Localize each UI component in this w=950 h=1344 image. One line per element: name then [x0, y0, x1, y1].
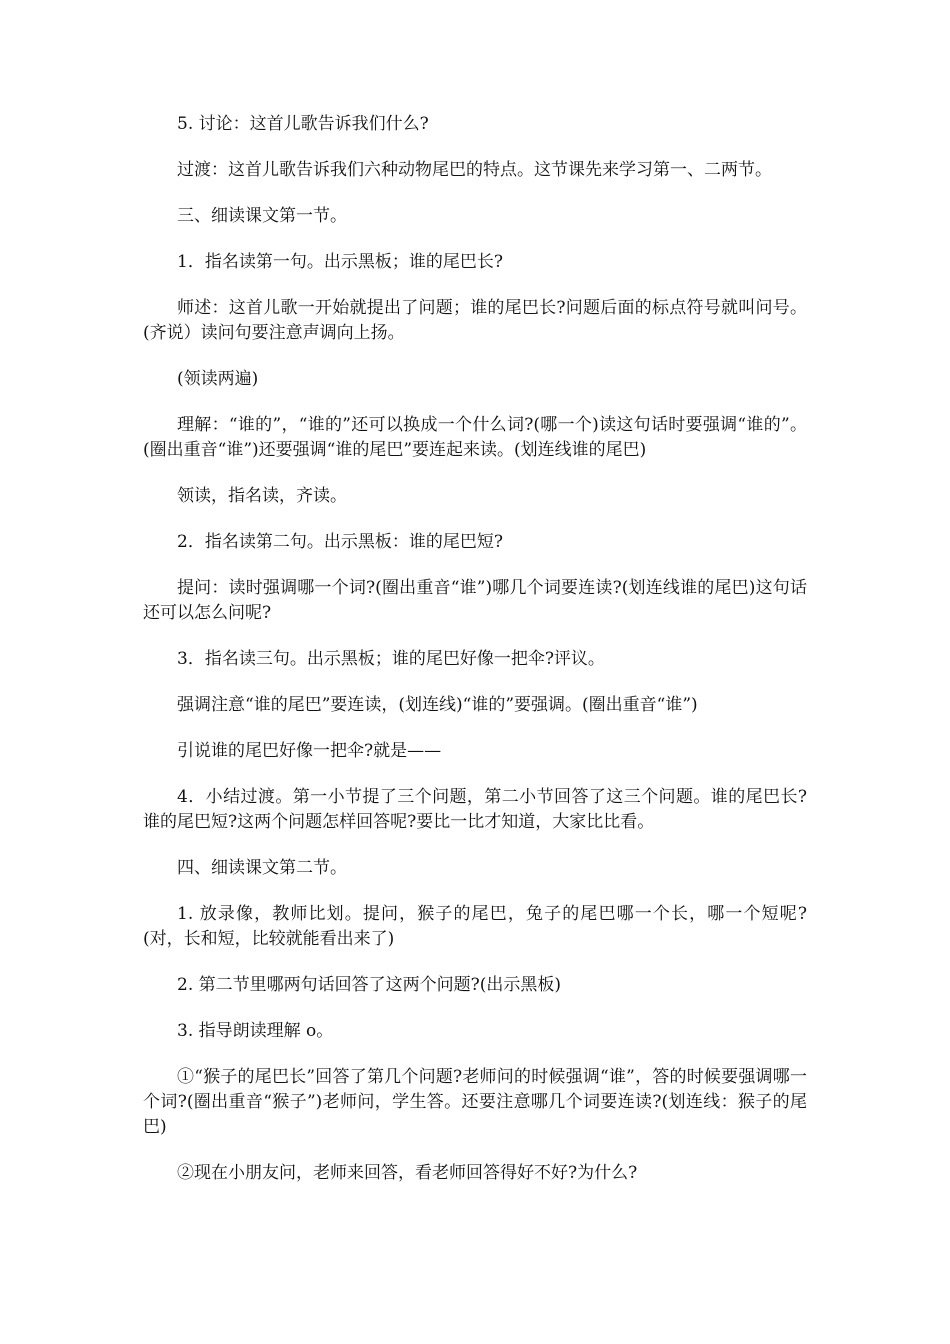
paragraph: ②现在小朋友问，老师来回答，看老师回答得好不好?为什么? — [177, 1163, 638, 1183]
paragraph: (领读两遍) — [177, 369, 259, 389]
paragraph: 师述：这首儿歌一开始就提出了问题；谁的尾巴长?问题后面的标点符号就叫问号。(齐说）读问句要注意声调向上扬。 — [143, 298, 807, 343]
section-heading: 四、细读课文第二节。 — [177, 858, 347, 878]
paragraph: 1．指名读第一句。出示黑板；谁的尾巴长? — [177, 252, 503, 272]
paragraph: 领读，指名读，齐读。 — [177, 486, 347, 506]
paragraph: 强调注意“谁的尾巴”要连读，(划连线)“谁的”要强调。(圈出重音“谁”) — [177, 695, 698, 715]
paragraph: 3．指名读三句。出示黑板；谁的尾巴好像一把伞?评议。 — [177, 649, 605, 669]
paragraph: 过渡：这首儿歌告诉我们六种动物尾巴的特点。这节课先来学习第一、二两节。 — [177, 160, 772, 180]
paragraph: 1. 放录像，教师比划。提问，猴子的尾巴，兔子的尾巴哪一个长，哪一个短呢?(对，长和短，比较就能看出来了) — [143, 904, 807, 949]
paragraph: 引说谁的尾巴好像一把伞?就是—— — [177, 741, 442, 761]
paragraph: 2．指名读第二句。出示黑板：谁的尾巴短? — [177, 532, 503, 552]
paragraph: 提问：读时强调哪一个词?(圈出重音“谁”)哪几个词要连读?(划连线谁的尾巴)这句话还可以怎么问呢? — [143, 578, 807, 623]
paragraph: ①“猴子的尾巴长”回答了第几个问题?老师问的时候强调“谁”，答的时候要强调哪一个词?(圈出重音“猴子”)老师问，学生答。还要注意哪几个词要连读?(划连线：猴子的尾巴) — [143, 1067, 807, 1137]
paragraph: 理解：“谁的”，“谁的”还可以换成一个什么词?(哪一个)读这句话时要强调“谁的”。(圈出重音“谁”)还要强调“谁的尾巴”要连起来读。(划连线谁的尾巴) — [143, 415, 807, 460]
paragraph: 4．小结过渡。第一小节提了三个问题，第二小节回答了这三个问题。谁的尾巴长?谁的尾巴短?这两个问题怎样回答呢?要比一比才知道，大家比比看。 — [143, 787, 807, 832]
paragraph: 5. 讨论：这首儿歌告诉我们什么? — [177, 114, 429, 134]
section-heading: 三、细读课文第一节。 — [177, 206, 347, 226]
document-body — [143, 112, 807, 1207]
paragraph: 2. 第二节里哪两句话回答了这两个问题?(出示黑板) — [177, 975, 562, 995]
paragraph: 3. 指导朗读理解 o。 — [177, 1021, 334, 1041]
